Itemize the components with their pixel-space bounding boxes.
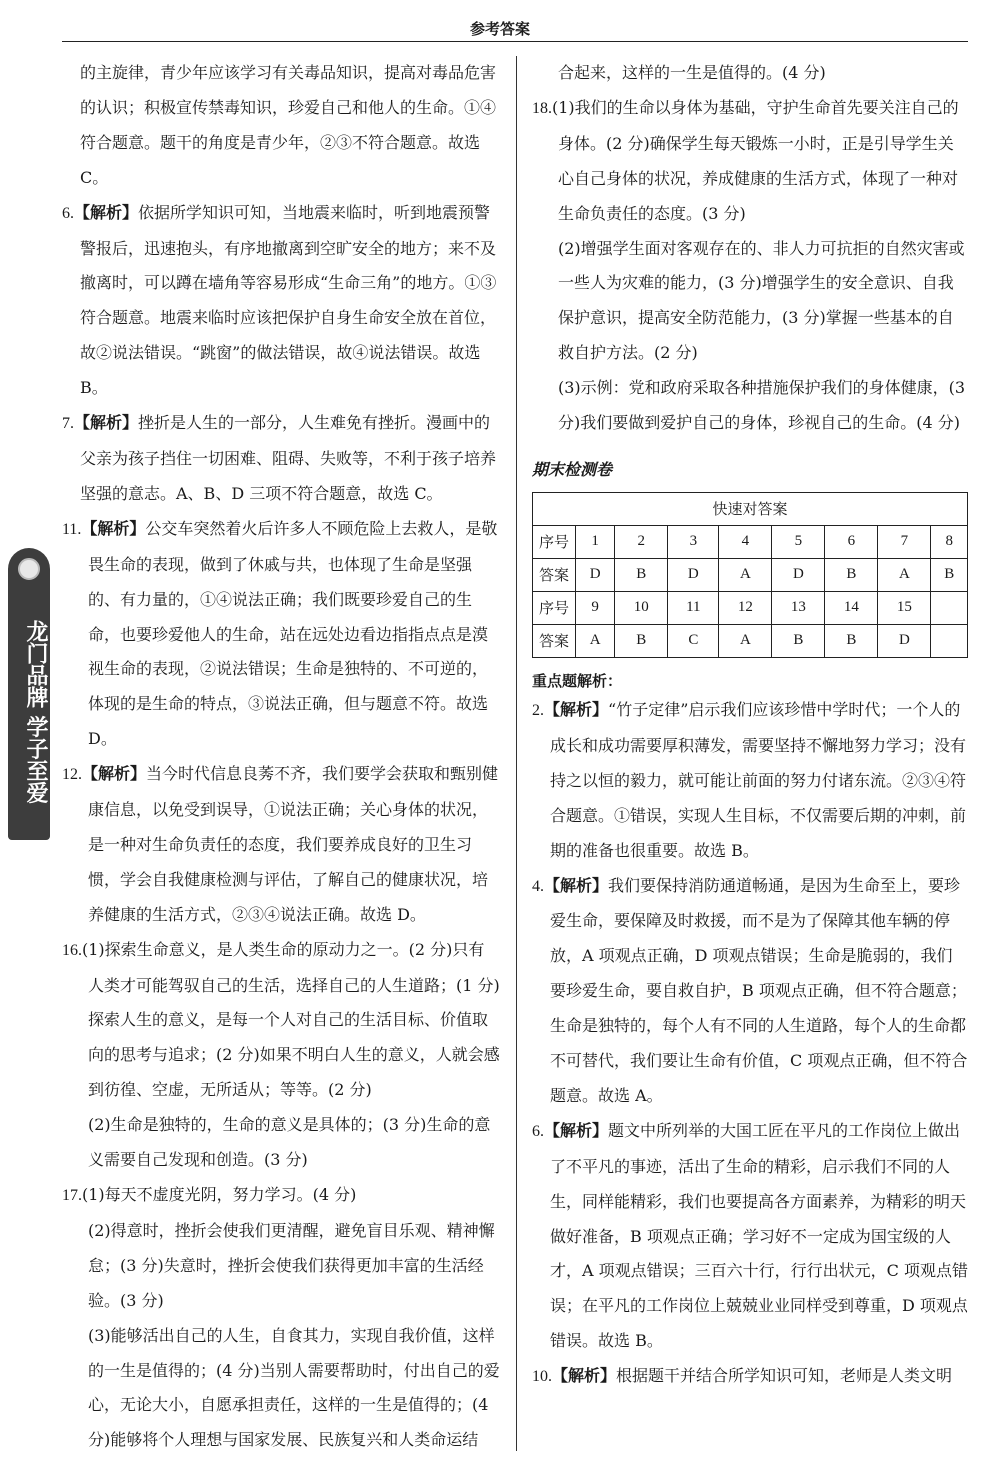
question-number: 17.	[62, 1187, 82, 1204]
answer-text: 当今时代信息良莠不齐，我们要学会获取和甄别健康信息，以免受到误导，①说法正确；关心身体的状况，是一种对生命负责任的态度，我们要养成良好的卫生习惯，学会自我健康检测与评估，了解自己的健康状况，培养健康的生活方式，②③④说法正确。故选 D。	[88, 764, 499, 924]
table-cell-number: 14	[825, 591, 878, 624]
side-tab	[8, 548, 50, 840]
table-cell-number: 3	[668, 525, 719, 558]
analysis-tag: 【解析】	[81, 518, 146, 538]
page-header-title: 参考答案	[469, 20, 530, 38]
answer-16-part-2: (2)生命是独特的，生命的意义是具体的；(3 分)生命的意义需要自己发现和创造。(3 分)	[88, 1115, 491, 1170]
answer-18-part-2: (2)增强学生面对客观存在的、非人力可抗拒的自然灾害或一些人为灾难的能力，(3 分)增强学生的安全意识、自我保护意识，提高安全防范能力，(3 分)掌握一些基本的自救自护方法。(2 分)	[558, 238, 965, 363]
answer-text: 挫折是人生的一部分，人生难免有挫折。漫画中的父亲为孩子挡住一切困难、阻碍、失败等，不利于孩子培养坚强的意志。A、B、D 三项不符合题意，故选 C。	[80, 413, 497, 503]
table-cell-answer: D	[576, 558, 615, 591]
table-cell-answer: D	[878, 624, 931, 657]
analysis-6	[532, 1114, 968, 1359]
table-cell-answer: A	[878, 558, 931, 591]
answer-text: “竹子定律”启示我们应该珍惜中学时代；一个人的成长和成功需要厚积薄发，需要坚持不懈地努力学习；没有持之以恒的毅力，就可能让前面的努力付诸东流。②③④符合题意。①错误，实现人生目标，不仅需要后期的冲刺，前期的准备也很重要。故选 B。	[550, 699, 967, 860]
table-caption-row	[533, 492, 968, 525]
answer-text: 题文中所列举的大国工匠在平凡的工作岗位上做出了不平凡的事迹，活出了生命的精彩，启示我们不同的人生，同样能精彩，我们也要提高各方面素养，为精彩的明天做好准备，B 项观点正确；学习好不一定成为国宝级的人才，A 项观点错误；三百六十行，行行出状元，C 项观点错误；在平凡的工作岗位上兢兢业业同样受到尊重，D 项观点错误。故选 B。	[550, 1120, 968, 1351]
column-divider	[516, 56, 517, 1451]
answer-18-part-3: (3)示例：党和政府采取各种措施保护我们的身体健康，(3 分)我们要做到爱护自己的身体，珍视自己的生命。(4 分)	[558, 378, 966, 433]
row-header: 序号	[533, 525, 576, 558]
answer-11	[62, 512, 500, 757]
table-cell-answer: B	[825, 558, 878, 591]
question-number: 11.	[62, 520, 82, 538]
answer-17-part-2: (2)得意时，挫折会使我们更清醒，避免盲目乐观、精神懈怠；(3 分)失意时，挫折会使我们获得更加丰富的生活经验。(3 分)	[88, 1220, 495, 1310]
answer-text: 依据所学知识可知，当地震来临时，听到地震预警警报后，迅速抱头，有序地撤离到空旷安全的地方；来不及撤离时，可以蹲在墙角等容易形成“生命三角”的地方。①③符合题意。地震来临时应该把保护自身生命安全放在首位，故②说法错误。“跳窗”的做法错误，故④说法错误。故选 B。	[80, 202, 497, 398]
answer-7	[62, 406, 500, 512]
question-number: 6.	[62, 204, 74, 222]
table-cell-answer: B	[772, 624, 825, 657]
analysis-tag: 【解析】	[544, 875, 609, 895]
analysis-tag: 【解析】	[544, 1120, 609, 1140]
table-cell-number: 15	[878, 591, 931, 624]
answer-key-table	[532, 492, 968, 658]
analysis-tag: 【解析】	[544, 699, 609, 719]
table-row	[533, 591, 968, 624]
table-cell-number	[931, 591, 968, 624]
answer-text: (1)我们的生命以身体为基础，守护生命首先要关注自己的身体。(2 分)确保学生每天锻炼一小时，正是引导学生关心自己身体的状况，养成健康的生活方式，体现了一种对生命负责任的态度。(3 分)	[552, 97, 959, 223]
analysis-tag: 【解析】	[74, 413, 139, 433]
answer-12	[62, 757, 500, 933]
table-row	[533, 558, 968, 591]
key-analysis-heading: 重点题解析：	[532, 671, 623, 690]
answer-text: (1)探索生命意义，是人类生命的原动力之一。(2 分)只有人类才可能驾驭自己的生活，选择自己的人生道路；(1 分)探索人生的意义，是每一个人对自己的生活目标、价值取向的思考与追求；(2 分)如果不明白人生的意义，人就会感到彷徨、空虚，无所适从；等等。(2 分)	[82, 939, 500, 1100]
table-cell-number: 12	[719, 591, 772, 624]
answer-17-part-3: (3)能够活出自己的人生，自食其力，实现自我价值，这样的一生是值得的；(4 分)当别人需要帮助时，付出自己的爱心，无论大小，自愿承担责任，这样的一生是值得的；(4 分)能够将个人理想与国家发展、民族复兴和人类命运结	[88, 1325, 500, 1450]
answer-17-part-1	[62, 1178, 500, 1214]
table-cell-answer: D	[668, 558, 719, 591]
question-number: 4.	[532, 877, 544, 895]
answer-text: 我们要保持消防通道畅通，是因为生命至上，要珍爱生命，要保障及时救援，而不是为了保障其他车辆的停放，A 项观点正确，D 项观点错误；生命是脆弱的，我们要珍爱生命，要自救自护，B 项观点正确，但不符合题意；生命是独特的，每个人有不同的人生道路，每个人的生命都不可替代，我们要让生命有价值，C 项观点正确，但不符合题意。故选 A。	[550, 875, 968, 1105]
table-cell-number: 7	[878, 525, 931, 558]
answer-text: (1)每天不虚度光阴，努力学习。(4 分)	[82, 1185, 357, 1204]
answer-18-part-1	[532, 91, 968, 232]
table-cell-number: 1	[576, 525, 615, 558]
table-cell-answer: B	[615, 624, 668, 657]
analysis-2	[532, 693, 968, 869]
question-number: 16.	[62, 941, 82, 959]
answer-16-part-1	[62, 933, 500, 1109]
table-cell-number: 6	[825, 525, 878, 558]
question-number: 12.	[62, 766, 82, 784]
question-number: 6.	[532, 1122, 544, 1140]
table-caption: 快速对答案	[533, 492, 968, 525]
row-header: 答案	[533, 624, 576, 657]
table-cell-number: 8	[931, 525, 968, 558]
question-number: 7.	[62, 415, 74, 433]
table-cell-answer: B	[931, 558, 968, 591]
table-cell-answer: A	[719, 558, 772, 591]
table-cell-number: 4	[719, 525, 772, 558]
question-number: 2.	[532, 701, 544, 719]
analysis-tag: 【解析】	[552, 1366, 617, 1386]
analysis-4	[532, 869, 968, 1114]
table-cell-answer: C	[668, 624, 719, 657]
table-cell-answer: D	[772, 558, 825, 591]
answer-5-continued: 的主旋律，青少年应该学习有关毒品知识，提高对毒品危害的认识；积极宣传禁毒知识，珍爱自己和他人的生命。①④符合题意。题干的角度是青少年，②③不符合题意。故选 C。	[80, 63, 497, 187]
table-row	[533, 624, 968, 657]
header-rule	[62, 41, 968, 42]
table-cell-answer: B	[615, 558, 668, 591]
right-column	[532, 56, 968, 1395]
table-cell-number: 13	[772, 591, 825, 624]
side-tab-circle-icon	[18, 558, 40, 580]
analysis-10	[532, 1359, 968, 1395]
answer-17-continued: 合起来，这样的一生是值得的。(4 分)	[558, 63, 826, 82]
analysis-tag: 【解析】	[74, 202, 139, 222]
question-number: 10.	[532, 1368, 552, 1386]
answer-text: 公交车突然着火后许多人不顾危险上去救人，是敬畏生命的表现，做到了休戚与共，也体现了生命是坚强的、有力量的，①④说法正确；我们既要珍爱自己的生命，也要珍爱他人的生命，站在远处边看边指指点点是漠视生命的表现，②说法错误；生命是独特的、不可逆的，体现的是生命的特点，③说法正确，但与题意不符。故选 D。	[88, 518, 498, 749]
section-title: 期末检测卷	[532, 459, 613, 479]
table-cell-answer: B	[825, 624, 878, 657]
row-header: 答案	[533, 558, 576, 591]
side-tab-text: 龙门品牌 学子至爱	[23, 620, 48, 804]
answer-6	[62, 196, 500, 406]
table-cell-answer: A	[719, 624, 772, 657]
table-cell-number: 2	[615, 525, 668, 558]
table-cell-number: 5	[772, 525, 825, 558]
table-cell-answer: A	[576, 624, 615, 657]
question-number: 18.	[532, 99, 552, 117]
answer-text: 根据题干并结合所学知识可知，老师是人类文明	[616, 1366, 953, 1386]
analysis-tag: 【解析】	[82, 764, 147, 784]
left-column	[62, 56, 500, 1458]
row-header: 序号	[533, 591, 576, 624]
table-cell-number: 11	[668, 591, 719, 624]
table-row	[533, 525, 968, 558]
table-cell-number: 9	[576, 591, 615, 624]
table-cell-number: 10	[615, 591, 668, 624]
table-cell-answer	[931, 624, 968, 657]
